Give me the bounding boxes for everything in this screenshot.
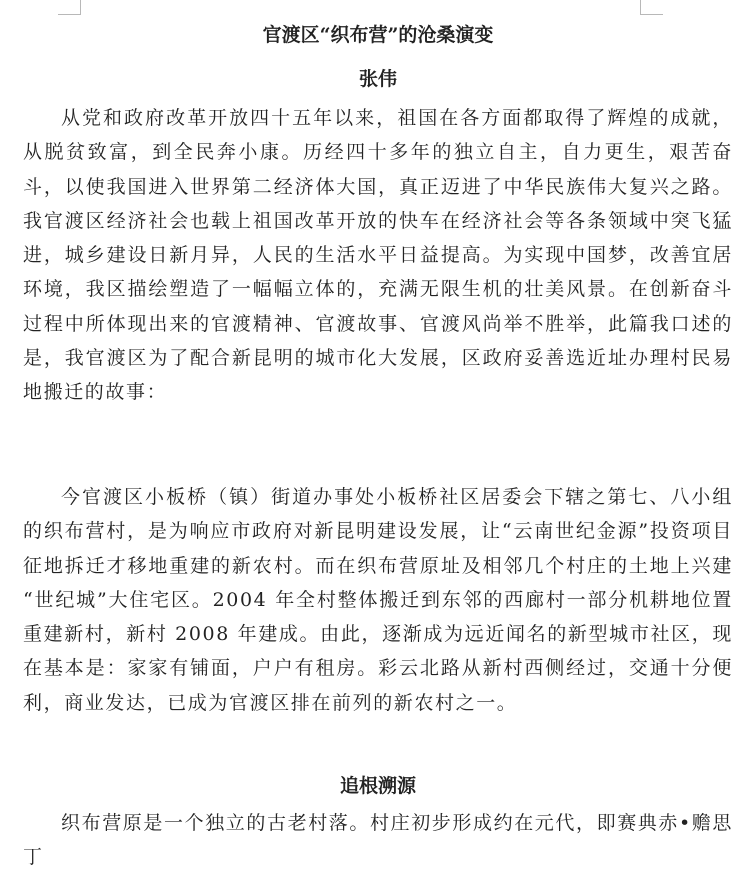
paragraph-3: 织布营原是一个独立的古老村落。村庄初步形成约在元代，即赛典赤•赡思丁	[23, 812, 734, 869]
page-corner-mark-right	[640, 0, 663, 15]
paragraph-2: 今官渡区小板桥（镇）街道办事处小板桥社区居委会下辖之第七、八小组的织布营村，是为响应市政府对新昆明建设发展，让“云南世纪金源”投资项目征地拆迁才移地重建的新农村。而在织布营原址及相邻几个村庄的土地上兴建 “世纪城”大住宅区。2004 年全村整体搬迁到东邻的西廊村一部分机耕地位置重建新村，新村 2008 年建成。由此，逐渐成为远近闻名的新型城市社区，现在基本是：家家有铺面，户户有租房。彩云北路从新村西侧经过，交通十分便利，商业发达，已成为官渡区排在前列的新农村之一。	[23, 486, 733, 714]
paragraph-1: 从党和政府改革开放四十五年以来，祖国在各方面都取得了辉煌的成就，从脱贫致富，到全民奔小康。历经四十多年的独立自主，自力更生，艰苦奋斗，以使我国进入世界第二经济体大国，真正迈进了中华民族伟大复兴之路。我官渡区经济社会也载上祖国改革开放的快车在经济社会等各条领域中突飞猛进，城乡建设日新月异，人民的生活水平日益提高。为实现中国梦，改善宜居环境，我区描绘塑造了一幅幅立体的，充满无限生机的壮美风景。在创新奋斗过程中所体现出来的官渡精神、官渡故事、官渡风尚举不胜举，此篇我口述的是，我官渡区为了配合新昆明的城市化大发展，区政府妥善选近址办理村民易地搬迁的故事：	[23, 107, 733, 404]
document-title: 官渡区“织布营”的沧桑演变	[262, 24, 494, 46]
page-corner-mark-left	[58, 0, 81, 15]
section-heading: 追根溯源	[339, 775, 416, 797]
author-name: 张伟	[358, 68, 397, 90]
